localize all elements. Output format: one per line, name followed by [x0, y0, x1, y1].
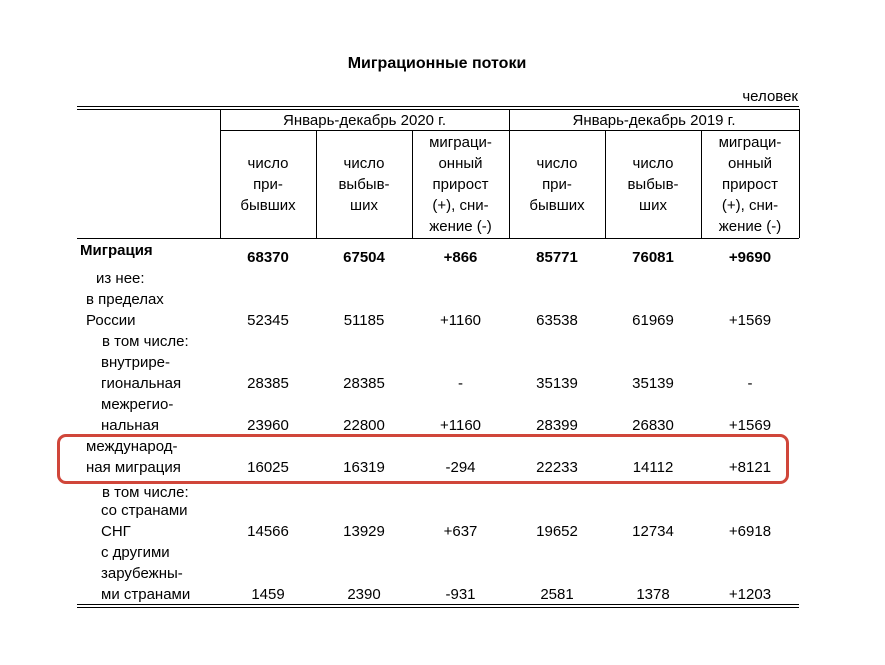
table-cell: 23960: [247, 417, 289, 434]
column-header-arrivals-2019: число при- бывших: [529, 155, 585, 214]
table-cell: +6918: [728, 523, 772, 540]
table-cell: 16319: [343, 459, 385, 476]
period-2019-header: Январь-декабрь 2019 г.: [572, 112, 736, 129]
table-cell: 35139: [536, 375, 578, 392]
row-label-including: в том числе:: [102, 484, 189, 501]
period-2020-header: Январь-декабрь 2020 г.: [282, 112, 446, 129]
table-cell: 26830: [632, 417, 674, 434]
table-cell: +1203: [728, 586, 772, 603]
table-cell: 61969: [632, 312, 674, 329]
table-cell: 1378: [636, 586, 670, 603]
column-header-net-2020: миграци- онный прирост (+), сни- жение (-): [429, 134, 492, 235]
column-header-net-2019: миграци- онный прирост (+), сни- жение (-): [718, 134, 782, 235]
table-cell: +1160: [439, 312, 481, 329]
table-cell: 35139: [632, 375, 674, 392]
bottom-rule-double: [77, 607, 799, 608]
highlight-box: [57, 434, 789, 484]
table-cell: -931: [445, 586, 476, 603]
row-label-including: в том числе:: [102, 333, 189, 350]
table-cell: 28385: [343, 375, 385, 392]
table-cell: 19652: [536, 523, 578, 540]
table-cell: 1459: [251, 586, 285, 603]
table-cell: 13929: [343, 523, 385, 540]
column-header-arrivals-2020: число при- бывших: [240, 155, 296, 214]
table-cell: 12734: [632, 523, 674, 540]
table-cell: 22233: [536, 459, 578, 476]
table-cell: 14112: [632, 459, 674, 476]
table-cell: +1160: [439, 417, 481, 434]
row-label-total: Миграция: [80, 242, 153, 259]
table-cell: 14566: [247, 523, 289, 540]
table-cell: 2390: [347, 586, 381, 603]
table-cell: +1569: [728, 417, 772, 434]
header-divider: [799, 109, 800, 238]
table-cell: +9690: [728, 249, 772, 266]
column-header-departures-2019: число выбыв- ших: [627, 155, 679, 214]
table-cell: -294: [445, 459, 476, 476]
table-cell: 67504: [343, 249, 385, 266]
table-cell: 52345: [247, 312, 289, 329]
table-title: Миграционные потоки: [347, 55, 527, 72]
table-cell: +637: [443, 523, 478, 540]
row-label-other-countries: с другими зарубежны- ми странами: [101, 544, 191, 603]
table-cell: 51185: [343, 312, 385, 329]
table-cell: 16025: [247, 459, 289, 476]
top-rule: [77, 106, 799, 107]
table-cell: 76081: [632, 249, 674, 266]
table-cell: 28399: [536, 417, 578, 434]
table-cell: 2581: [540, 586, 574, 603]
table-cell: 85771: [536, 249, 578, 266]
table-cell: 68370: [247, 249, 289, 266]
table-cell: -: [458, 375, 463, 392]
row-label-international: международ- ная миграция: [86, 438, 181, 476]
table-cell: +866: [443, 249, 478, 266]
table-cell: -: [747, 375, 753, 392]
row-label-within-russia: в пределах России: [86, 291, 164, 329]
table-cell: 63538: [536, 312, 578, 329]
row-label-intraregional: внутрире- гиональная: [101, 354, 182, 392]
row-label-interregional: межрегио- нальная: [101, 396, 174, 434]
table-cell: +8121: [728, 459, 772, 476]
table-cell: +1569: [728, 312, 772, 329]
row-label-cis: со странами СНГ: [101, 502, 188, 540]
table-cell: 22800: [343, 417, 385, 434]
unit-label: человек: [742, 88, 798, 105]
table-cell: 28385: [247, 375, 289, 392]
header-bottom-rule: [77, 238, 799, 239]
column-header-departures-2020: число выбыв- ших: [338, 155, 390, 214]
row-label-of-which: из нее:: [96, 270, 145, 287]
